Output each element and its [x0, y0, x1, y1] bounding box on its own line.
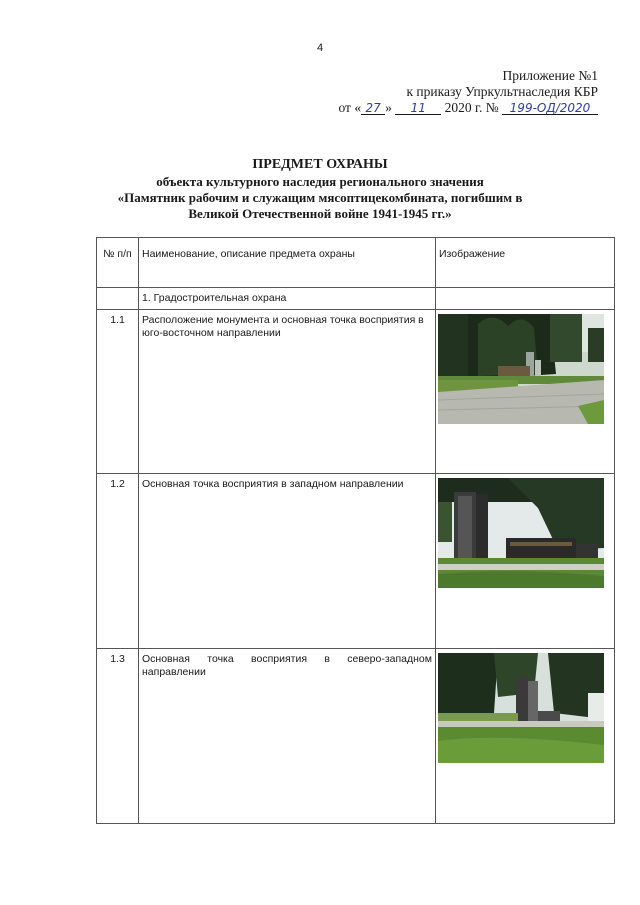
year-text: 2020 г. №: [444, 100, 499, 115]
monument-photo-northwest: [438, 653, 604, 763]
header-desc: Наименование, описание предмета охраны: [139, 238, 436, 288]
document-title: [0, 156, 640, 222]
section-title: 1. Градостроительная охрана: [139, 288, 436, 310]
row-description: Расположение монумента и основная точка восприятия в юго-восточном направлении: [139, 310, 436, 474]
handwritten-month: 11: [410, 101, 426, 115]
date-prefix: от «: [338, 100, 362, 115]
row-number: 1.3: [97, 649, 139, 824]
appendix-date-line: [338, 100, 598, 116]
monument-photo-southeast: [438, 314, 604, 424]
row-description-line2: направлении: [142, 666, 206, 678]
appendix-line2: к приказу Упркультнаследия КБР: [406, 84, 598, 99]
handwritten-number: 199-ОД/2020: [509, 101, 591, 115]
row-description: Основная точка восприятия в западном направлении: [139, 474, 436, 649]
row-image-cell: [436, 310, 615, 474]
row-number: 1.2: [97, 474, 139, 649]
row-image-cell: [436, 649, 615, 824]
title-line2: объекта культурного наследия регионального значения: [156, 174, 484, 189]
table-row: [97, 310, 615, 474]
section-row: [97, 288, 615, 310]
table-row: [97, 474, 615, 649]
table-header-row: [97, 238, 615, 288]
handwritten-day: 27: [365, 101, 381, 115]
header-image: Изображение: [436, 238, 615, 288]
date-mid: »: [385, 100, 392, 115]
appendix-block: [338, 68, 598, 116]
row-number: 1.1: [97, 310, 139, 474]
protection-table: [96, 237, 615, 824]
header-num: № п/п: [97, 238, 139, 288]
page-number: 4: [316, 42, 324, 54]
row-description-line1: Основная точка восприятия в северо-западном: [142, 653, 432, 665]
row-image-cell: [436, 474, 615, 649]
monument-photo-west: [438, 478, 604, 588]
title-line3: «Памятник рабочим и служащим мясоптицекомбината, погибшим в: [117, 190, 523, 205]
title-line4: Великой Отечественной войне 1941-1945 гг.»: [188, 206, 452, 221]
title-line1: ПРЕДМЕТ ОХРАНЫ: [252, 157, 388, 172]
appendix-line1: Приложение №1: [502, 68, 598, 83]
table-row: [97, 649, 615, 824]
row-description: [139, 649, 436, 824]
